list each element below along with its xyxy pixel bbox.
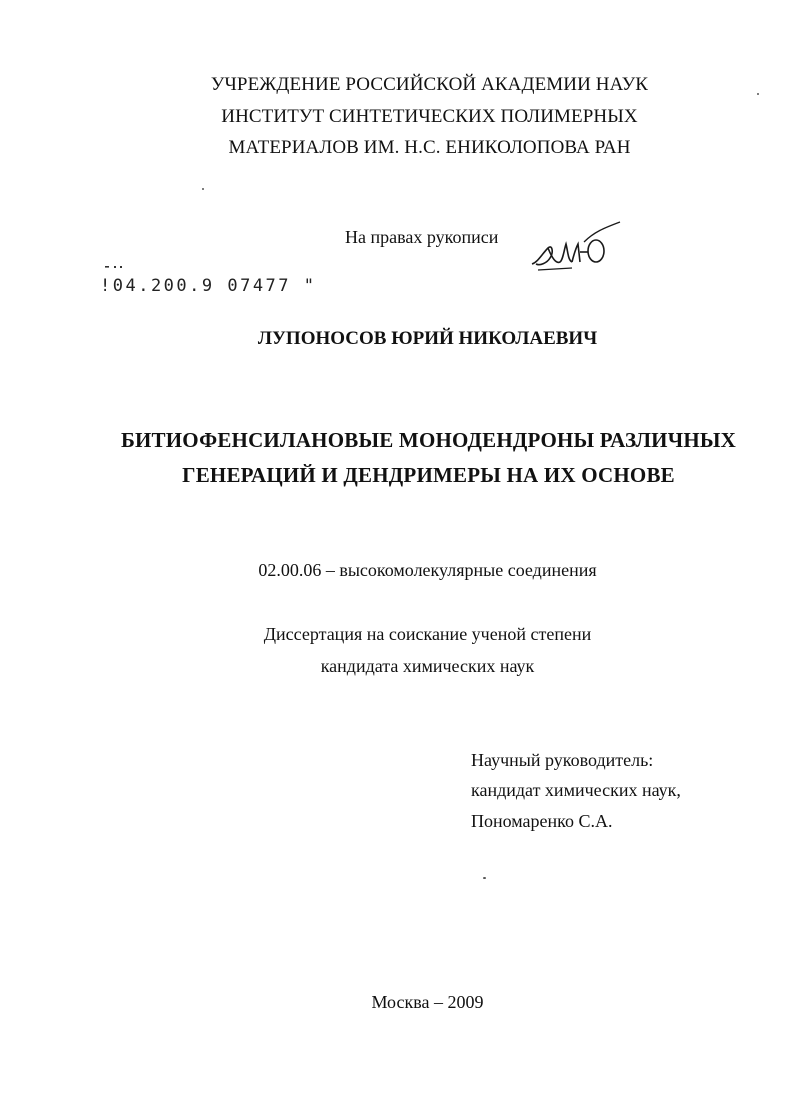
- supervisor-degree: кандидат химических наук,: [471, 780, 681, 800]
- specialty-code: 02.00.06 – высокомолекулярные соединения: [258, 560, 597, 580]
- institution-line-3: МАТЕРИАЛОВ ИМ. Н.С. ЕНИКОЛОПОВА РАН: [228, 137, 631, 158]
- scan-speck: [757, 93, 759, 95]
- institution-line-2: ИНСТИТУТ СИНТЕТИЧЕСКИХ ПОЛИМЕРНЫХ: [221, 106, 638, 127]
- archive-stamp-number: !04.200.9 07477 ": [100, 276, 317, 296]
- city-and-year: Москва – 2009: [371, 992, 484, 1012]
- handwritten-signature: [528, 218, 624, 280]
- scan-speck: [483, 877, 486, 879]
- scan-speck: [202, 188, 204, 190]
- degree-line-1: Диссертация на соискание ученой степени: [263, 624, 592, 644]
- degree-line-2: кандидата химических наук: [320, 656, 535, 676]
- supervisor-name: Пономаренко С.А.: [471, 811, 613, 831]
- stamp-dots: [104, 264, 128, 272]
- dissertation-title-line-2: ГЕНЕРАЦИЙ И ДЕНДРИМЕРЫ НА ИХ ОСНОВЕ: [182, 463, 675, 487]
- institution-line-1: УЧРЕЖДЕНИЕ РОССИЙСКОЙ АКАДЕМИИ НАУК: [210, 74, 649, 95]
- supervisor-label: Научный руководитель:: [471, 750, 654, 770]
- dissertation-title-line-1: БИТИОФЕНСИЛАНОВЫЕ МОНОДЕНДРОНЫ РАЗЛИЧНЫХ: [120, 428, 737, 452]
- manuscript-rights-note: На правах рукописи: [345, 227, 499, 247]
- author-name: ЛУПОНОСОВ ЮРИЙ НИКОЛАЕВИЧ: [257, 328, 598, 349]
